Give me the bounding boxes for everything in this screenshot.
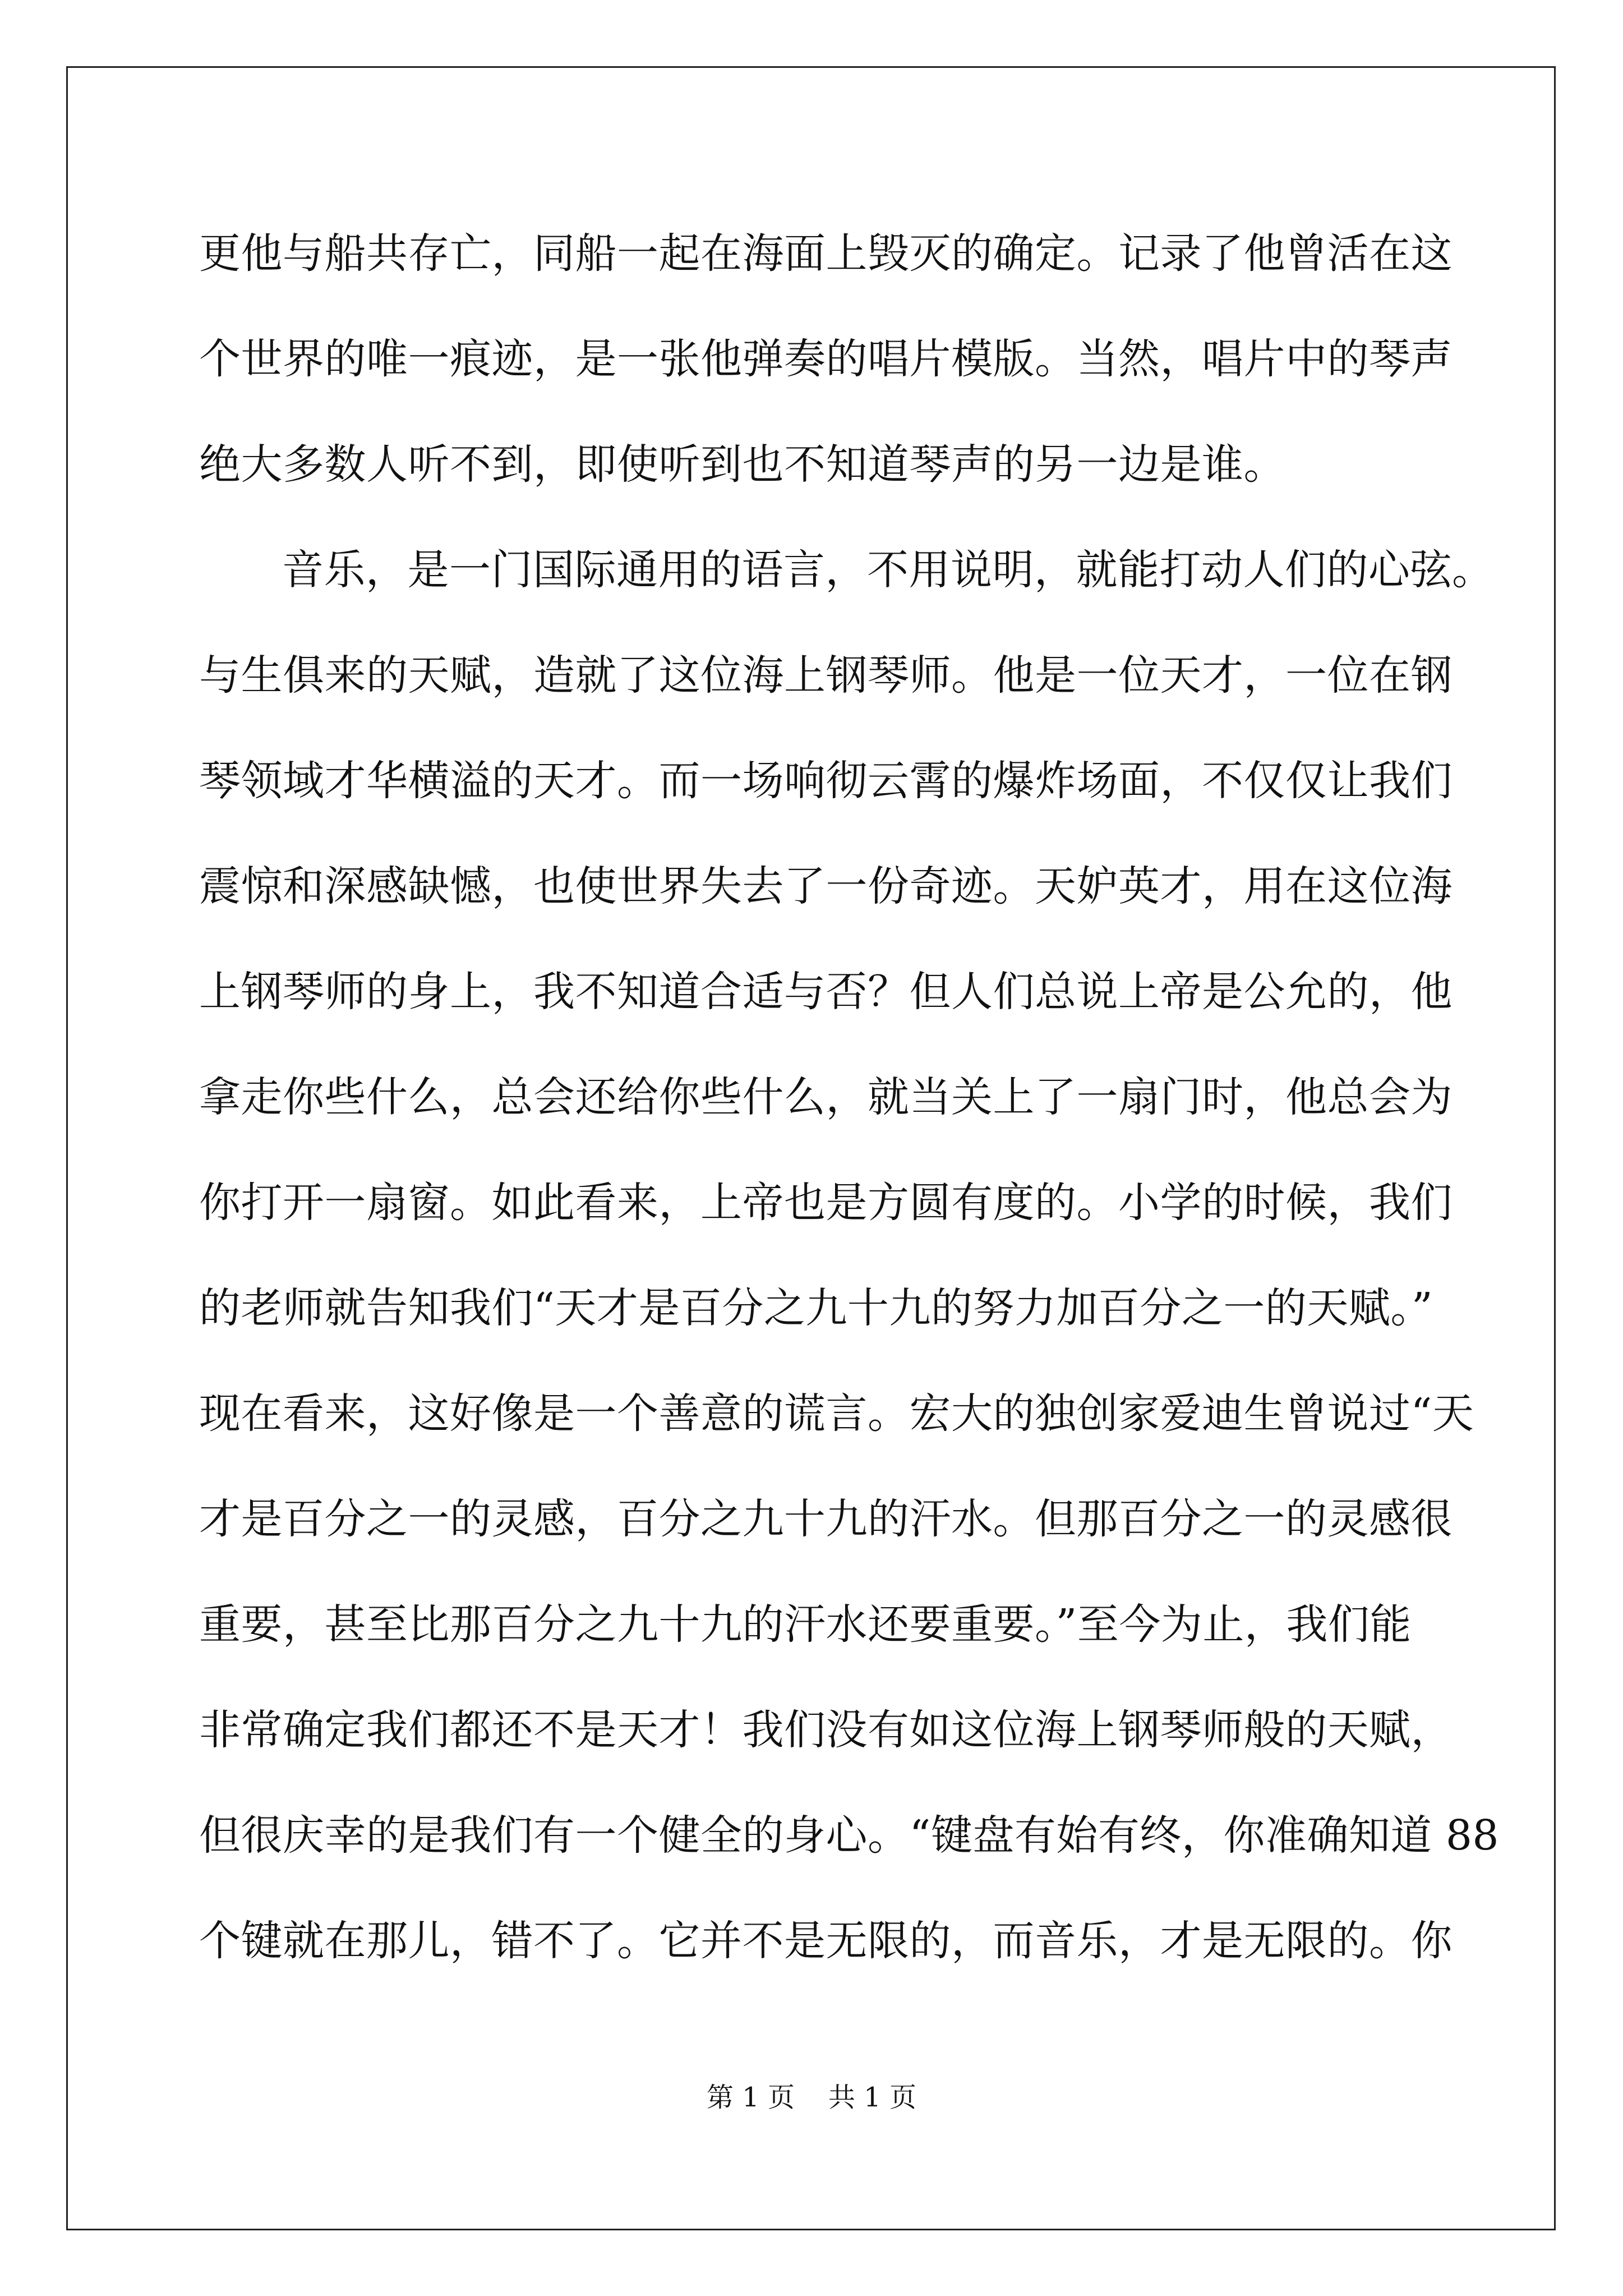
page-footer: [0, 2076, 1623, 2114]
text-line: 现在看来，这好像是一个善意的谎言。宏大的独创家爱迪生曾说过“天: [199, 1389, 1474, 1438]
text-line: 重要，甚至比那百分之九十九的汗水还要重要。”至今为止，我们能: [199, 1600, 1412, 1649]
text-line: 非常确定我们都还不是天才！我们没有如这位海上钢琴师般的天赋，: [199, 1706, 1453, 1754]
text-line: 琴领域才华横溢的天才。而一场响彻云霄的爆炸场面，不仅仅让我们: [199, 757, 1453, 805]
page-number-total: 共 1 页: [828, 2082, 917, 2113]
text-line: 但很庆幸的是我们有一个健全的身心。“键盘有始有终，你准确知道 88: [199, 1811, 1500, 1860]
text-line: 的老师就告知我们“天才是百分之九十九的努力加百分之一的天赋。”: [199, 1284, 1433, 1332]
text-line: 上钢琴师的身上，我不知道合适与否？但人们总说上帝是公允的，他: [199, 968, 1453, 1016]
text-line: 拿走你些什么，总会还给你些什么，就当关上了一扇门时，他总会为: [199, 1073, 1453, 1121]
page-number-current: 第 1 页: [706, 2082, 795, 2113]
text-line: 个键就在那儿，错不了。它并不是无限的，而音乐，才是无限的。你: [199, 1917, 1453, 1965]
text-line: 个世界的唯一痕迹，是一张他弹奏的唱片模版。当然，唱片中的琴声: [199, 335, 1453, 383]
paragraph-start-line: 音乐，是一门国际通用的语言，不用说明，就能打动人们的心弦。: [282, 546, 1494, 594]
text-line: 才是百分之一的灵感，百分之九十九的汗水。但那百分之一的灵感很: [199, 1495, 1453, 1543]
text-line: 震惊和深感缺憾，也使世界失去了一份奇迹。天妒英才，用在这位海: [199, 862, 1453, 910]
text-line: 你打开一扇窗。如此看来，上帝也是方圆有度的。小学的时候，我们: [199, 1179, 1453, 1227]
document-body: [199, 220, 1500, 2013]
text-line: 与生俱来的天赋，造就了这位海上钢琴师。他是一位天才，一位在钢: [199, 651, 1453, 700]
text-line: 更他与船共存亡，同船一起在海面上毁灭的确定。记录了他曾活在这: [199, 229, 1453, 278]
text-line: 绝大多数人听不到，即使听到也不知道琴声的另一边是谁。: [199, 440, 1285, 489]
